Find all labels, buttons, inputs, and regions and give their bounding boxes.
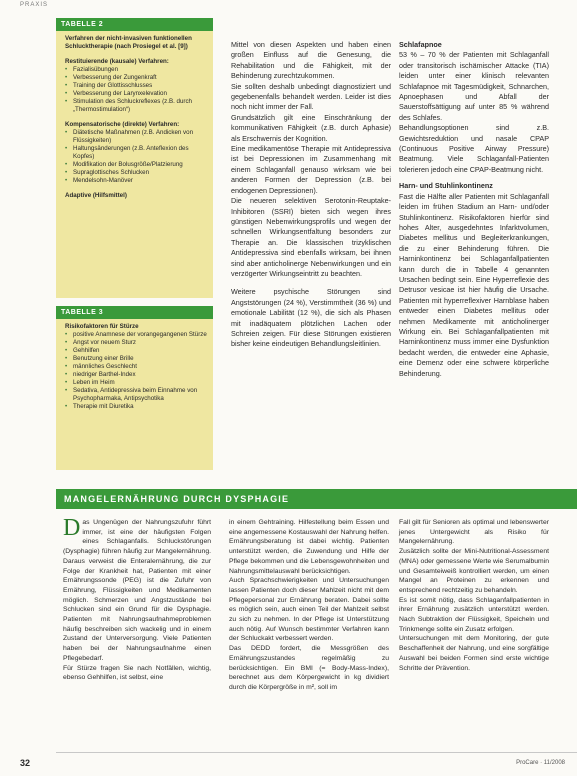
table-box-2 (56, 18, 213, 298)
table-box-title: TABELLE 2 (56, 18, 213, 31)
list-item: • Angst vor neuem Sturz (65, 339, 207, 347)
list-item: • positive Anamnese der vorangegangenen Stürze (65, 331, 207, 339)
table-caption: Verfahren der nicht-invasiven funktionellen Schlucktherapie (nach Prosiegel et al. [9]) (65, 35, 192, 50)
paragraph: Grundsätzlich gilt eine Einschränkung der kommunikativen Fähigkeit (z.B. durch Aphasie) als Erschwernis der Kognition. (231, 112, 391, 143)
list-item: • Verbesserung der Zungenkraft (65, 74, 207, 82)
paragraph: Weitere psychische Störungen sind Angststörungen (24 %), Verstimmtheit (36 %) und emotionale Labilität (12 %), die sich als Phasen mit inadäquatem plötzlichen Lachen oder Schreien zeigen. Für diese Störungen existieren bisher keine eindeutigen Behandlungsleitlinien. (231, 287, 391, 349)
paragraph: Für Stürze fragen Sie nach Notfällen, wichtig, ebenso Gehhilfen, ist selbst, eine (63, 664, 211, 682)
paragraph: Das DEDD fordert, die Messgrößen des Ernährungszustandes regelmäßig zu berücksichtigen. Ein BMI (= Body-Mass-Index), berechnet aus dem Körpergewicht in kg dividiert durch die Körpergröße in m², soll im (229, 645, 389, 691)
paragraph: Es ist somit nötig, dass Schlaganfallpatienten in ihrer Ernährung zusätzlich unterstützt werden. Nach Subtraktion der Flüssigkeit, Speicheln und Trinkmenge sollte ein Zusatz erfolgen. (399, 596, 549, 633)
paragraph: Sie sollten deshalb unbedingt diagnostiziert und gegebenenfalls behandelt werden. Leider ist dies noch nicht immer der Fall. (231, 81, 391, 112)
kompensatorisch-list (65, 129, 207, 185)
paragraph: Fast die Hälfte aller Patienten mit Schlaganfall leiden im frühen Stadium an Harn- und/oder Stuhlinkontinenz. Risikofaktoren hierfür sind hohes Alter, ausgedehntes Infarktvolumen, Diabetes mellitus und Begleiterkrankungen, die zu einer Behinderung führen. Die Harninkontinenz bei Schlaganfallpatienten kann durch die in Tabelle 4 genannten Ursachen bedingt sein. Eine Hyperreflexie des Detrusor vesicae ist hier häufig die Ursache. Patienten mit hyperreflexiver Harnblase haben entweder einen Diabetes mellitus oder nehmen Medikamente mit anticholinerger Wirkung ein. Bei Schlaganfallpatienten mit Harninkontinenz muss immer eine Dysfunktion bedacht werden, die entweder eine Aphasie, eine Demenz oder eine schwere körperliche Behinderung. (399, 191, 549, 378)
list-item: • Sedativa, Antidepressiva beim Einnahme von Psychopharmaka, Antipsychotika (65, 387, 207, 403)
journal-footer: ProCare · 11/2008 (516, 760, 565, 766)
section-heading: Schlafapnoe (399, 40, 442, 49)
paragraph: Eine medikamentöse Therapie mit Antidepressiva ist bei Depressionen im Zusammenhang mit einem Schlaganfall genauso wirksam wie bei anderen Formen der Depression (z.B. bei endogenen Depressionen). (231, 144, 391, 195)
paragraph: as Ungenügen der Nahrungszufuhr führt immer, ist eine der häufigsten Folgen eines Schlaganfalls. Schluckstörungen (Dysphagie) führen häufig zur Mangelernährung. Daraus verweist die Enteralernährung, die zur Folge der Krankheit hat, Patienten mit einer Ernährungssonde (PEG) ist die Zufuhr von Ernährung, Flüssigkeiten und Medikamenten möglich. Schmerzen und Angstzustände bei Schlucken sind ein Grund für die Dysphagie. Patienten mit Nahrungsaufnahmeproblemen häufig beschreiben sich wackelig und in einem Zustand der Unterversorgung. Viele Patienten haben bei der Nahrungsaufnahme einen Pflegebedarf. (63, 519, 211, 662)
list-item: • Training der Glottisschlusses (65, 82, 207, 90)
paragraph: Behandlungsoptionen sind z.B. Gewichtsreduktion und nasale CPAP (Continuous Positive Airway Pressure) Beatmung. Viele Schlaganfall-Patienten tolerieren jedoch eine CPAP-Beatmung nicht. (399, 123, 549, 174)
page-number: 32 (20, 758, 31, 768)
section-heading: Harn- und Stuhlinkontinenz (399, 181, 493, 191)
list-item: • Leben im Heim (65, 379, 207, 387)
list-item: • Therapie mit Diuretika (65, 403, 207, 411)
list-item: • Gehhilfen (65, 347, 207, 355)
article-column-3 (399, 40, 549, 379)
table-box-title: TABELLE 3 (56, 306, 213, 319)
list-item: • Verbesserung der Larynxelevation (65, 90, 207, 98)
table-box-3 (56, 306, 213, 470)
paragraph: Untersuchungen mit dem Monitoring, der gute Beschaffenheit der Nahrung, und eine sorgfältige Auswahl bei beiden Formen sind erste wichtige Schritte der Prävention. (399, 635, 549, 672)
list-item: • Stimulation des Schluckreflexes (z.B. durch „Thermostimulation“) (65, 98, 207, 114)
risk-list (65, 331, 207, 411)
restituierend-heading: Restituierende (kausale) Verfahren: (65, 58, 169, 65)
list-item: • Supraglottisches Schlucken (65, 169, 207, 177)
list-item: • Haltungsänderungen (z.B. Anteflexion des Kopfes) (65, 145, 207, 161)
list-item: • Modifikation der Bolusgröße/Platzierung (65, 161, 207, 169)
paragraph: 53 % – 70 % der Patienten mit Schlaganfall oder transitorisch ischämischer Attacke (TIA) leiden unter einer klinisch relevanten Schlafapnoe mit Tagesmüdigkeit, Schnarchen, Apnoephasen und Abfall der Sauerstoffsättigung auf unter 85 % während des Schlafes. (399, 50, 549, 122)
section-banner (56, 489, 577, 509)
paragraph: Die neueren selektiven Serotonin-Reuptake-Inhibitoren (SSRI) bieten sich wegen ihres günstigen Nebenwirkungsprofils und wegen der schnellen Wirkungsentfaltung besonders zur Therapie an. Die klassischen trizyklischen Antidepressiva sind ebenfalls wirksam, bei ihnen sind aber anticholinerge Nebenwirkungen und ein verzögerter Wirkungseintritt zu beachten. (231, 196, 391, 278)
list-item: • Benutzung einer Brille (65, 355, 207, 363)
paragraph: Zusätzlich sollte der Mini-Nutritional-Assessment (MNA) oder gemessene Werte wie Serumalbumin und Gesamteiweiß kontrolliert werden, um einen Mangel an Proteinen zu erkennen und entsprechend rechtzeitig zu behandeln. (399, 548, 549, 594)
banner-title: MANGELERNÄHRUNG DURCH DYSPHAGIE (64, 494, 290, 504)
list-item: • männliches Geschlecht (65, 363, 207, 371)
list-item: • niedriger Barthel-Index (65, 371, 207, 379)
list-item: • Mendelsohn-Manöver (65, 177, 207, 185)
bottom-column-1 (63, 515, 211, 683)
footer-rule (56, 752, 577, 753)
running-head: PRAXIS (20, 2, 49, 8)
restituierend-list (65, 66, 207, 114)
drop-cap: D (63, 515, 81, 541)
bottom-column-3 (399, 518, 549, 673)
paragraph: Fall gilt für Senioren als optimal und lebenswerter jenes Untergewicht als Risiko für Mangelernährung. (399, 519, 549, 546)
paragraph: Mittel von diesen Aspekten und haben einen großen Einfluss auf die Genesung, die Rehabilitation und die Fähigkeit, mit der Behinderung zurechtzukommen. (231, 40, 391, 81)
adaptiv-heading: Adaptive (Hilfsmittel) (65, 192, 127, 199)
kompensatorisch-heading: Kompensatorische (direkte) Verfahren: (65, 121, 180, 128)
paragraph: Auch Sprachschwierigkeiten und Untersuchungen lassen Patienten doch dieser Mahlzeit nicht mit dem Pflegepersonal zur Ernährung beraten. Dabei sollte es möglich sein, auch einen Teil der Mahlzeit selbst zu sich zu nehmen. In der Pflege ist Unterstützung auch nötig. Auf Wunsch bestimmter Verfahren kann der Schluckakt verbessert werden. (229, 577, 389, 643)
list-item: • Fazialisübungen (65, 66, 207, 74)
paragraph: in einem Gehtraining. Hilfestellung beim Essen und eine angemessene Kostauswahl der Nahrung helfen. Ernährungsberatung ist dabei wichtig. Patienten unterstützt werden, die Zuwendung und Hilfe der Pflege bekommen und die Lebensgewohnheiten und Nahrungsmittelauswahl berücksichtigen. (229, 519, 389, 575)
article-column-2 (231, 40, 391, 350)
bottom-column-2 (229, 518, 389, 693)
list-item: • Diätetische Maßnahmen (z.B. Andicken von Flüssigkeiten) (65, 129, 207, 145)
risk-heading: Risikofaktoren für Stürze (65, 323, 139, 330)
